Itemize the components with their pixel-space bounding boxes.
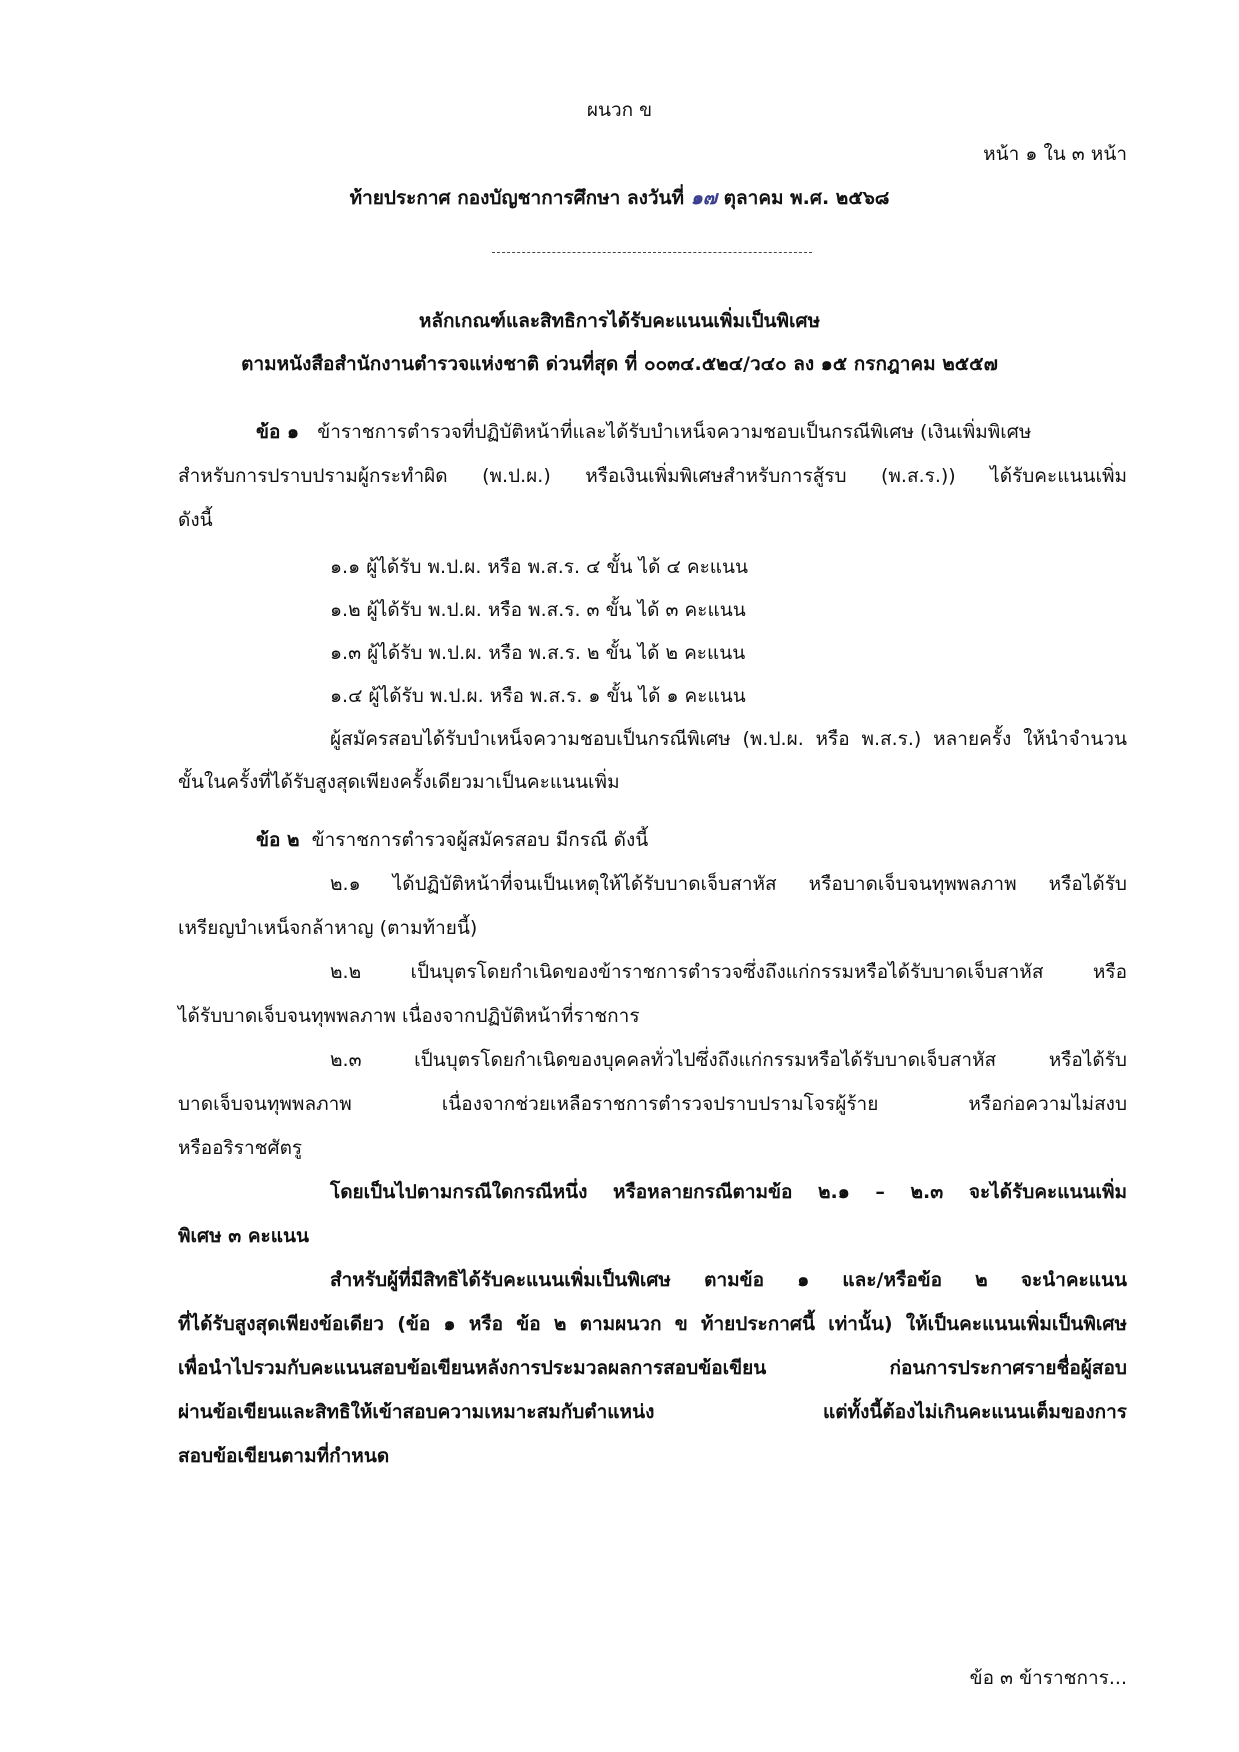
clause-2-3-line-3: หรืออริราชศัตรู xyxy=(178,1137,303,1159)
clause-1-item: ๑.๔ ผู้ได้รับ พ.ป.ผ. หรือ พ.ส.ร. ๑ ขั้น ได้ ๑ คะแนน xyxy=(330,685,746,707)
summary-line-2: ที่ได้รับสูงสุดเพียงข้อเดียว (ข้อ ๑ หรือ ข้อ ๒ ตามผนวก ข ท้ายประกาศนี้ เท่านั้น) ให้เป็นคะแนนเพิ่มเป็นพิเศษ xyxy=(178,1313,1127,1335)
clause-2-bold-line-1: โดยเป็นไปตามกรณีใดกรณีหนึ่ง หรือหลายกรณีตามข้อ ๒.๑ – ๒.๓ จะได้รับคะแนนเพิ่ม xyxy=(330,1181,1127,1203)
continued-footer: ข้อ ๓ ข้าราชการ... xyxy=(969,1667,1127,1689)
attachment-line xyxy=(0,184,1239,212)
handwritten-day: ๑๗ xyxy=(690,187,718,209)
clause-2-2-line-2: ได้รับบาดเจ็บจนทุพพลภาพ เนื่องจากปฏิบัติหน้าที่ราชการ xyxy=(178,1005,640,1027)
dashed-divider xyxy=(492,252,812,253)
clause-1-item: ๑.๓ ผู้ได้รับ พ.ป.ผ. หรือ พ.ส.ร. ๒ ขั้น ได้ ๒ คะแนน xyxy=(330,642,746,664)
attachment-text: ท้ายประกาศ กองบัญชาการศึกษา ลงวันที่ xyxy=(349,187,691,209)
clause-2-3-line-2: บาดเจ็บจนทุพพลภาพ เนื่องจากช่วยเหลือราชการตำรวจปราบปรามโจรผู้ร้าย หรือก่อความไม่สงบ xyxy=(178,1093,1127,1115)
summary-line-1: สำหรับผู้ที่มีสิทธิได้รับคะแนนเพิ่มเป็นพิเศษ ตามข้อ ๑ และ/หรือข้อ ๒ จะนำคะแนน xyxy=(330,1269,1127,1291)
clause-2-first-line xyxy=(256,826,648,854)
summary-line-5: สอบข้อเขียนตามที่กำหนด xyxy=(178,1445,390,1467)
clause-2-text: ข้าราชการตำรวจผู้สมัครสอบ มีกรณี ดังนี้ xyxy=(311,829,649,851)
clause-1-note-line-1: ผู้สมัครสอบได้รับบำเหน็จความชอบเป็นกรณีพิเศษ (พ.ป.ผ. หรือ พ.ส.ร.) หลายครั้ง ให้นำจำนวน xyxy=(330,728,1127,750)
page-number: หน้า ๑ ใน ๓ หน้า xyxy=(983,143,1127,165)
summary-line-3: เพื่อนำไปรวมกับคะแนนสอบข้อเขียนหลังการประมวลผลการสอบข้อเขียน ก่อนการประกาศรายชื่อผู้สอบ xyxy=(178,1357,1127,1379)
clause-2-bold-line-2: พิเศษ ๓ คะแนน xyxy=(178,1225,309,1247)
title-line-2: ตามหนังสือสำนักงานตำรวจแห่งชาติ ด่วนที่สุด ที่ ๐๐๓๔.๕๒๔/ว๔๐ ลง ๑๕ กรกฎาคม ๒๕๕๗ xyxy=(241,353,998,375)
clause-1-first-line xyxy=(256,418,1031,446)
clause-1-text: ข้าราชการตำรวจที่ปฏิบัติหน้าที่และได้รับบำเหน็จความชอบเป็นกรณีพิเศษ (เงินเพิ่มพิเศษ xyxy=(317,421,1032,443)
clause-1-line-3: ดังนี้ xyxy=(178,509,213,531)
clause-2-3-line-1: ๒.๓ เป็นบุตรโดยกำเนิดของบุคคลทั่วไปซึ่งถึงแก่กรรมหรือได้รับบาดเจ็บสาหัส หรือได้รับ xyxy=(330,1049,1127,1071)
clause-2-label: ข้อ ๒ xyxy=(256,829,300,851)
clause-1-item: ๑.๒ ผู้ได้รับ พ.ป.ผ. หรือ พ.ส.ร. ๓ ขั้น ได้ ๓ คะแนน xyxy=(330,599,746,621)
title-line-1: หลักเกณฑ์และสิทธิการได้รับคะแนนเพิ่มเป็นพิเศษ xyxy=(418,310,821,332)
clause-1-note-line-2: ขั้นในครั้งที่ได้รับสูงสุดเพียงครั้งเดียวมาเป็นคะแนนเพิ่ม xyxy=(178,771,620,793)
attachment-date: ตุลาคม พ.ศ. ๒๕๖๘ xyxy=(717,187,890,209)
clause-1-item: ๑.๑ ผู้ได้รับ พ.ป.ผ. หรือ พ.ส.ร. ๔ ขั้น ได้ ๔ คะแนน xyxy=(330,556,748,578)
clause-2-1-line-2: เหรียญบำเหน็จกล้าหาญ (ตามท้ายนี้) xyxy=(178,917,478,939)
clause-2-2-line-1: ๒.๒ เป็นบุตรโดยกำเนิดของข้าราชการตำรวจซึ่งถึงแก่กรรมหรือได้รับบาดเจ็บสาหัส หรือ xyxy=(330,961,1127,983)
clause-1-label: ข้อ ๑ xyxy=(256,421,300,443)
appendix-label: ผนวก ข xyxy=(586,99,653,121)
summary-line-4: ผ่านข้อเขียนและสิทธิให้เข้าสอบความเหมาะสมกับตำแหน่ง แต่ทั้งนี้ต้องไม่เกินคะแนนเต็มของการ xyxy=(178,1401,1127,1423)
clause-1-line-2: สำหรับการปราบปรามผู้กระทำผิด (พ.ป.ผ.) หรือเงินเพิ่มพิเศษสำหรับการสู้รบ (พ.ส.ร.)) ได้รับคะแนนเพิ่ม xyxy=(178,465,1127,487)
clause-2-1-line-1: ๒.๑ ได้ปฏิบัติหน้าที่จนเป็นเหตุให้ได้รับบาดเจ็บสาหัส หรือบาดเจ็บจนทุพพลภาพ หรือได้รับ xyxy=(330,873,1127,895)
